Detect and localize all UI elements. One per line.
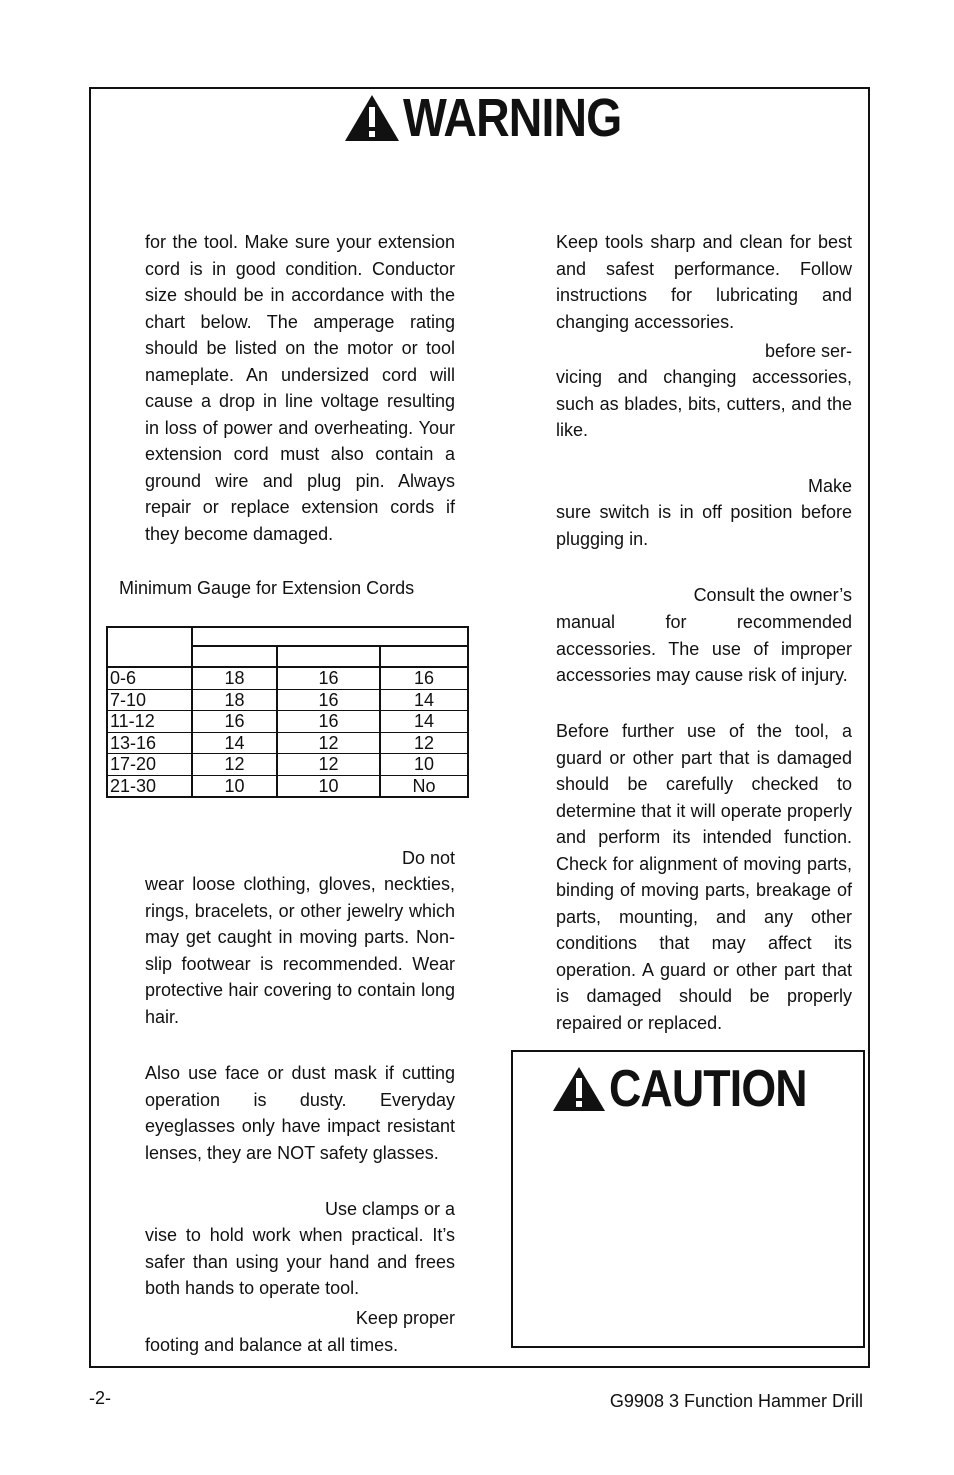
table-cell: 12: [277, 754, 380, 776]
damaged-parts-paragraph: Before further use of the tool, a guard or other part that is damaged should be carefully checked to determine that it will operate properly and perform its intended function. Check for alignment of moving parts, binding of moving parts, breakage of parts, mounting, and any other conditions that may affect its operation. A guard or other part that is damaged should be properly repaired or replaced.: [556, 721, 852, 1033]
page-number: -2-: [89, 1388, 111, 1408]
caution-banner: [551, 1060, 839, 1118]
table-cell: 18: [192, 689, 277, 711]
table-row: [107, 689, 468, 711]
switch-lead: Make: [807, 476, 852, 496]
table-cell: 16: [192, 711, 277, 733]
table-cell: 0-6: [107, 667, 192, 689]
table-row: [107, 667, 468, 689]
table-cell: No: [380, 775, 468, 797]
table-row: [107, 732, 468, 754]
table-cell: 14: [192, 732, 277, 754]
product-name: G9908 3 Function Hammer Drill: [609, 1391, 863, 1411]
table-cell: 10: [192, 775, 277, 797]
caution-title: CAUTION: [609, 1060, 807, 1118]
sharp-tools-paragraph: Keep tools sharp and clean for best and safest performance. Follow instructions for lubricating and changing accessories.: [556, 232, 852, 332]
warning-banner: [343, 88, 657, 148]
table-header-cell: [277, 646, 380, 667]
accessories-lead: Consult the owner’s: [693, 585, 852, 605]
extension-cord-gauge-table: [106, 626, 469, 798]
table-cell: 12: [380, 732, 468, 754]
clothing-lead: Do not: [401, 848, 455, 868]
table-cell: 16: [277, 711, 380, 733]
table-row: [107, 775, 468, 797]
extension-cord-paragraph: for the tool. Make sure your extension cord is in good condition. Conductor size should be in accordance with the chart below. The amperage rating should be listed on the motor or tool nameplate. An undersized cord will cause a drop in line voltage resulting in loss of power and overheating. Your extension cord must also contain a ground wire and plug pin. Always repair or replace extension cords if they become damaged.: [145, 232, 455, 544]
accessories-paragraph: manual for recommended accessories. The use of improper accessories may cause risk of injury.: [556, 612, 852, 685]
switch-paragraph: sure switch is in off position before plugging in.: [556, 502, 852, 549]
table-cell: 10: [277, 775, 380, 797]
table-cell: 12: [192, 754, 277, 776]
table-row: [107, 754, 468, 776]
table-cell: 7-10: [107, 689, 192, 711]
table-caption: Minimum Gauge for Extension Cords: [119, 578, 415, 598]
table-cell: 18: [192, 667, 277, 689]
table-header-cell: [192, 646, 277, 667]
warning-triangle-icon: [343, 93, 401, 143]
safety-glasses-paragraph: Also use face or dust mask if cutting operation is dusty. Everyday eyeglasses only have impact resistant lenses, they are NOT safety glasses.: [145, 1063, 455, 1163]
table-cell: 13-16: [107, 732, 192, 754]
clamps-paragraph: vise to hold work when practical. It’s safer than using your hand and frees both hands to operate tool.: [145, 1225, 455, 1298]
clothing-paragraph: wear loose clothing, gloves, neckties, rings, bracelets, or other jewelry which may get caught in moving parts. Non-slip footwear is recommended. Wear protective hair covering to contain long hair.: [145, 874, 455, 1027]
table-cell: 16: [277, 667, 380, 689]
table-cell: 16: [277, 689, 380, 711]
caution-triangle-icon: [551, 1065, 607, 1113]
disconnect-paragraph: vicing and changing accessories, such as blades, bits, cutters, and the like.: [556, 367, 852, 440]
table-header-cell: [380, 646, 468, 667]
table-cell: 21-30: [107, 775, 192, 797]
table-cell: 14: [380, 711, 468, 733]
table-cell: 11-12: [107, 711, 192, 733]
table-header-cell: [107, 627, 192, 667]
table-header-cell: [192, 627, 468, 646]
warning-title: WARNING: [403, 88, 622, 148]
table-row: [107, 711, 468, 733]
table-cell: 12: [277, 732, 380, 754]
table-cell: 16: [380, 667, 468, 689]
table-cell: 10: [380, 754, 468, 776]
table-header-row: [107, 627, 468, 646]
clamps-lead: Use clamps or a: [324, 1199, 455, 1219]
footing-lead: Keep proper: [355, 1308, 455, 1328]
disconnect-lead: before ser-: [764, 341, 852, 361]
table-cell: 14: [380, 689, 468, 711]
table-cell: 17-20: [107, 754, 192, 776]
footing-paragraph: footing and balance at all times.: [145, 1335, 399, 1355]
